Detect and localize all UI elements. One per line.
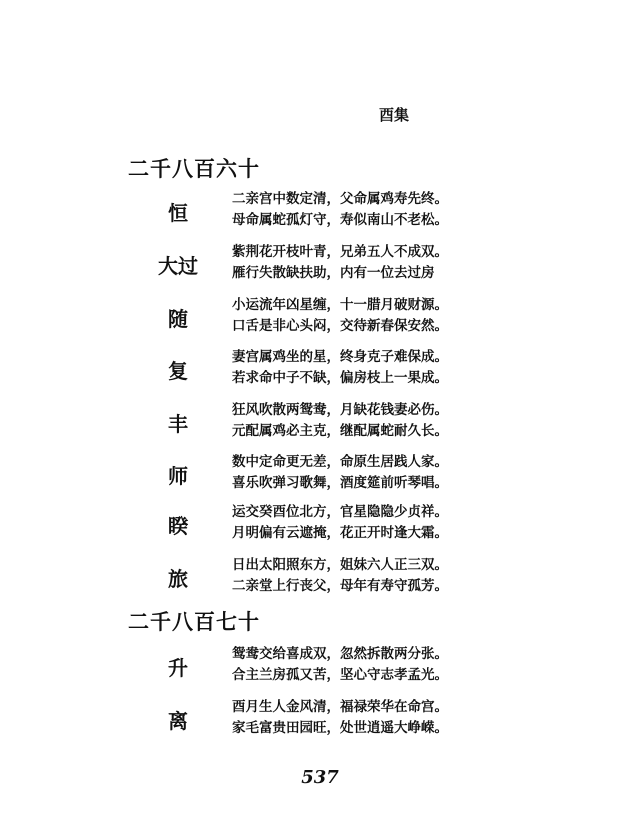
verse-entry bbox=[150, 697, 470, 741]
verse-line: 日出太阳照东方，姐妹六人正三双。 bbox=[232, 557, 448, 573]
verse-line: 合主兰房孤又苦，坚心守志孝孟光。 bbox=[232, 667, 448, 683]
verse-line: 运交癸酉位北方，官星隐隐少贞祥。 bbox=[232, 504, 448, 520]
verse-lines bbox=[232, 697, 448, 739]
verse-line: 家毛富贵田园旺，处世逍遥大峥嵘。 bbox=[232, 720, 448, 736]
verse-lines bbox=[232, 502, 448, 544]
verse-lines bbox=[232, 644, 448, 686]
hexagram-name: 师 bbox=[168, 464, 188, 488]
hexagram-name: 升 bbox=[168, 656, 188, 680]
verse-entry bbox=[150, 400, 470, 444]
hexagram-name: 睽 bbox=[168, 514, 188, 538]
hexagram-name: 丰 bbox=[168, 412, 188, 436]
verse-line: 小运流年凶星缠，十一腊月破财源。 bbox=[232, 297, 448, 313]
section-title: 二千八百七十 bbox=[128, 609, 260, 634]
verse-line: 喜乐吹弹习歌舞，酒度筵前听琴唱。 bbox=[232, 475, 448, 491]
verse-lines bbox=[232, 295, 448, 337]
hexagram-name: 恒 bbox=[168, 201, 188, 225]
verse-line: 数中定命更无差，命原生居践人家。 bbox=[232, 454, 448, 470]
verse-line: 雁行失散缺扶助，内有一位去过房 bbox=[232, 265, 435, 281]
verse-line: 紫荆花开枝叶青，兄弟五人不成双。 bbox=[232, 244, 448, 260]
verse-line: 狂风吹散两鸳鸯，月缺花钱妻必伤。 bbox=[232, 402, 448, 418]
verse-lines bbox=[232, 555, 448, 597]
verse-line: 母命属蛇孤灯守，寿似南山不老松。 bbox=[232, 212, 448, 228]
verse-line: 口舌是非心头闷，交待新春保安然。 bbox=[232, 318, 448, 334]
hexagram-name: 随 bbox=[168, 307, 188, 331]
verse-line: 二亲堂上行丧父，母年有寿守孤芳。 bbox=[232, 578, 448, 594]
page-number: 537 bbox=[301, 767, 339, 788]
verse-lines bbox=[232, 242, 448, 284]
hexagram-name: 离 bbox=[168, 709, 188, 733]
collection-header: 酉集 bbox=[379, 106, 410, 124]
verse-lines bbox=[232, 347, 448, 389]
verse-line: 元配属鸡必主克，继配属蛇耐久长。 bbox=[232, 423, 448, 439]
hexagram-name: 大过 bbox=[158, 254, 198, 278]
verse-entry bbox=[150, 242, 470, 286]
verse-entry bbox=[150, 295, 470, 339]
verse-entry bbox=[150, 644, 470, 688]
hexagram-name: 复 bbox=[168, 359, 188, 383]
verse-lines bbox=[232, 452, 448, 494]
verse-entry bbox=[150, 555, 470, 599]
verse-entry bbox=[150, 189, 470, 233]
verse-entry bbox=[150, 502, 470, 546]
verse-entry bbox=[150, 452, 470, 496]
verse-line: 若求命中子不缺，偏房枝上一果成。 bbox=[232, 370, 448, 386]
verse-line: 酉月生人金风清，福禄荣华在命宫。 bbox=[232, 699, 448, 715]
verse-entry bbox=[150, 347, 470, 391]
verse-lines bbox=[232, 189, 448, 231]
verse-line: 二亲宫中数定清，父命属鸡寿先终。 bbox=[232, 191, 448, 207]
verse-line: 妻宫属鸡坐的星，终身克子难保成。 bbox=[232, 349, 448, 365]
hexagram-name: 旅 bbox=[168, 567, 188, 591]
verse-lines bbox=[232, 400, 448, 442]
section-title: 二千八百六十 bbox=[128, 156, 260, 181]
verse-line: 鸳鸯交给喜成双，忽然拆散两分张。 bbox=[232, 646, 448, 662]
verse-line: 月明偏有云遮掩，花正开时逢大霜。 bbox=[232, 525, 448, 541]
